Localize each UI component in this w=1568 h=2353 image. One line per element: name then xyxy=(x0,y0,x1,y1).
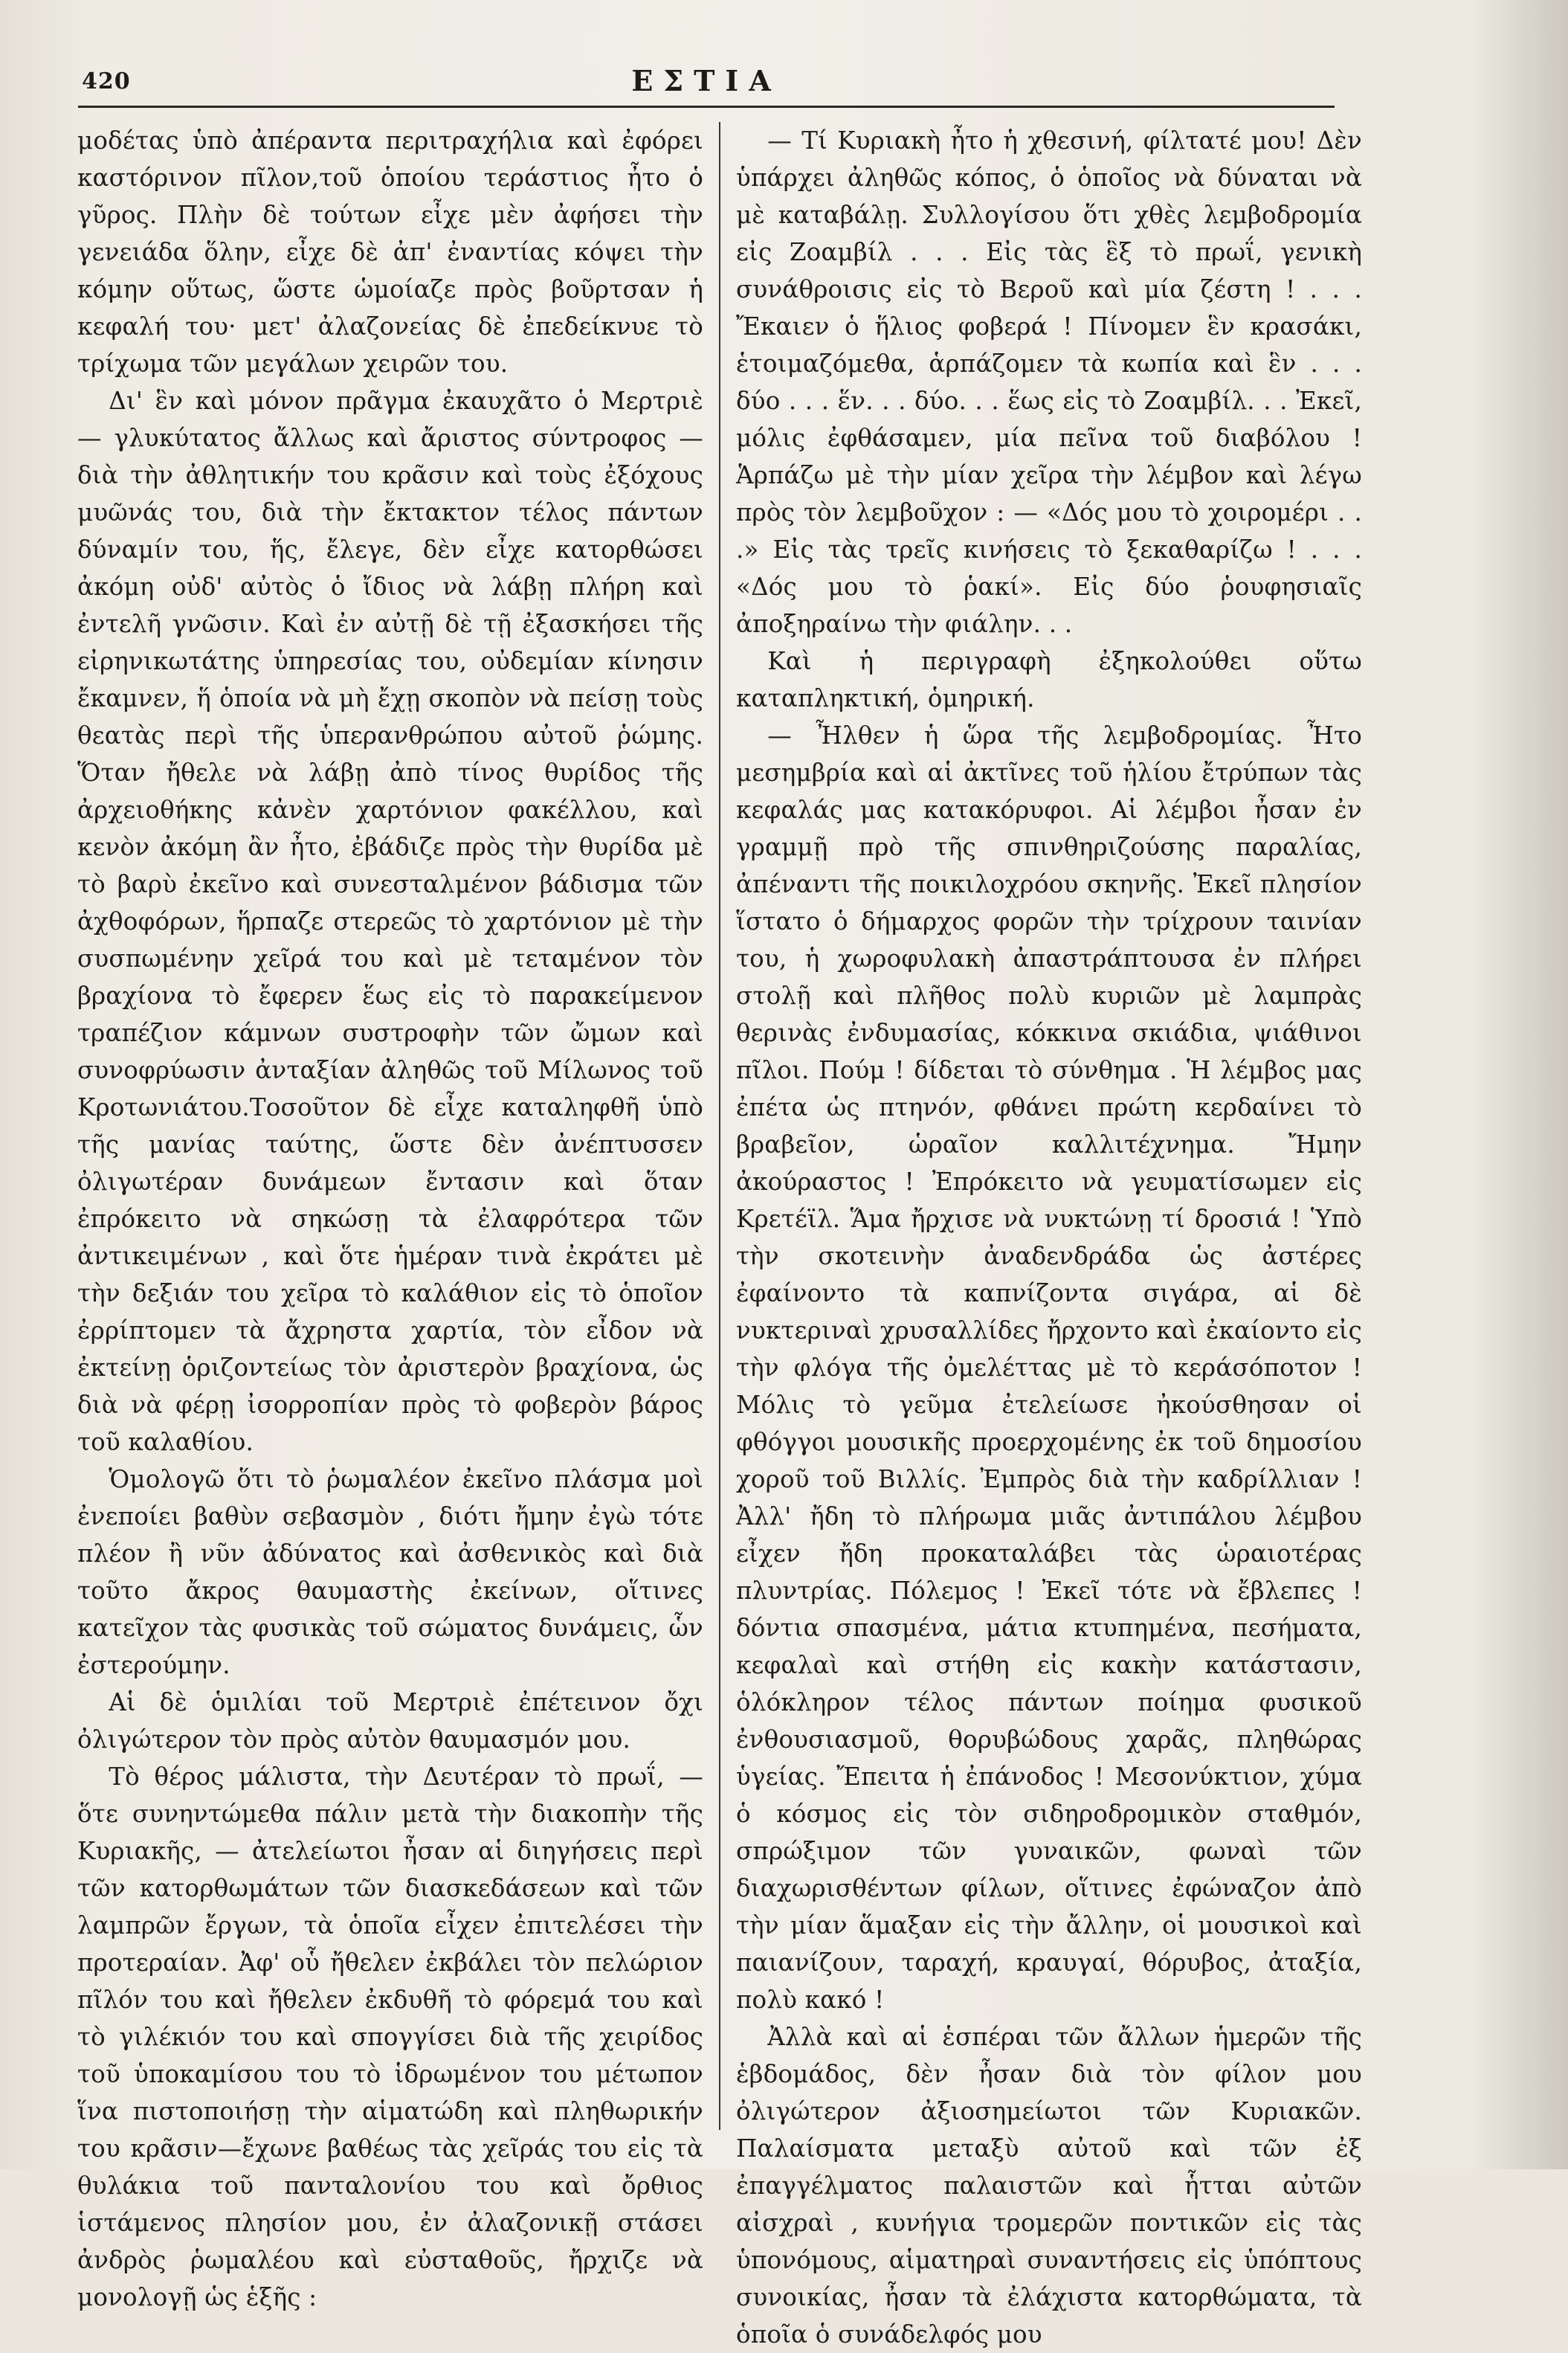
column-divider xyxy=(719,122,720,2130)
paragraph: Τὸ θέρος μάλιστα, τὴν Δευτέραν τὸ πρωΐ, — ὅτε συνηντώμεθα πάλιν μετὰ τὴν διακοπὴν τῆς Κυριακῆς, — ἀτελείωτοι ἦσαν αἱ διηγήσεις περὶ τῶν κατορθωμάτων τῶν διασκεδάσεων καὶ τῶν λαμπρῶν ἔργων, τὰ ὁποῖα εἶχεν ἐπιτελέσει τὴν προτεραίαν. Ἀφ' οὗ ἤθελεν ἐκβάλει τὸν πελώριον πῖλόν του καὶ ἤθελεν ἐκδυθῆ τὸ φόρεμά του καὶ τὸ γιλέκιόν του καὶ σπογγίσει διὰ τῆς χειρίδος τοῦ ὑποκαμίσου του τὸ ἱδρωμένον του μέτωπον ἵνα πιστοποιήσῃ τὴν αἱματώδη καὶ πληθωρικήν του κρᾶσιν—ἔχωνε βαθέως τὰς χεῖράς του εἰς τὰ θυλάκια τοῦ πανταλονίου του καὶ ὄρθιος ἱστάμενος πλησίον μου, ἐν ἀλαζονικῇ στάσει ἀνδρὸς ῥωμαλέου καὶ εὐσταθοῦς, ἤρχιζε νὰ μονολογῇ ὡς ἑξῆς : xyxy=(77,1763,703,2311)
paragraph: Ὁμολογῶ ὅτι τὸ ῥωμαλέον ἐκεῖνο πλάσμα μοὶ ἐνεποίει βαθὺν σεβασμὸν , διότι ἤμην ἐγὼ τότε πλέον ἢ νῦν ἀδύνατος καὶ ἀσθενικὸς καὶ διὰ τοῦτο ἄκρος θαυμαστὴς ἐκείνων, οἵτινες κατεῖχον τὰς φυσικὰς τοῦ σώματος δυνάμεις, ὧν ἐστερούμην. xyxy=(77,1465,703,1679)
journal-title: ΕΣΤΙΑ xyxy=(631,64,781,97)
paragraph: — Ἦλθεν ἡ ὥρα τῆς λεμβοδρομίας. Ἦτο μεσημβρία καὶ αἱ ἀκτῖνες τοῦ ἡλίου ἔτρύπων τὰς κεφαλάς μας κατακόρυφοι. Αἱ λέμβοι ἦσαν ἐν γραμμῇ πρὸ τῆς σπινθηριζούσης παραλίας, ἀπέναντι τῆς ποικιλοχρόου σκηνῆς. Ἐκεῖ πλησίον ἵστατο ὁ δήμαρχος φορῶν τὴν τρίχρουν ταινίαν του, ἡ χωροφυλακὴ ἀπαστράπτουσα ἐν πλήρει στολῇ καὶ πλῆθος πολὺ κυριῶν μὲ λαμπρὰς θερινὰς ἐνδυμασίας, κόκκινα σκιάδια, ψιάθινοι πῖλοι. Πούμ ! δίδεται τὸ σύνθημα . Ἡ λέμβος μας ἐπέτα ὡς πτηνόν, φθάνει πρώτη κερδαίνει τὸ βραβεῖον, ὡραῖον καλλιτέχνημα. Ἤμην ἀκούραστος ! Ἐπρόκειτο νὰ γευματίσωμεν εἰς Κρετέϊλ. Ἅμα ἤρχισε νὰ νυκτώνῃ τί δροσιά ! Ὑπὸ τὴν σκοτεινὴν ἀναδενδράδα ὡς ἀστέρες ἐφαίνοντο τὰ καπνίζοντα σιγάρα, αἱ δὲ νυκτεριναὶ χρυσαλλίδες ἤρχοντο καὶ ἐκαίοντο εἰς τὴν φλόγα τῆς ὀμελέττας μὲ τὸ κεράσόποτον ! Μόλις τὸ γεῦμα ἐτελείωσε ἠκούσθησαν οἱ φθόγγοι μουσικῆς προερχομένης ἐκ τοῦ δημοσίου χοροῦ τοῦ Βιλλίς. Ἐμπρὸς διὰ τὴν καδρίλλιαν ! Ἀλλ' ἤδη τὸ πλήρωμα μιᾶς ἀντιπάλου λέμβου εἶχεν ἤδη προκαταλάβει τὰς ὡραιοτέρας πλυντρίας. Πόλεμος ! Ἐκεῖ τότε νὰ ἔβλεπες ! δόντια σπασμένα, μάτια κτυπημένα, πεσήματα, κεφαλαὶ καὶ στήθη εἰς κακὴν κατάστασιν, ὁλόκληρον τέλος πάντων ποίημα φυσικοῦ ἐνθουσιασμοῦ, θορυβώδους χαρᾶς, πληθώρας ὑγείας. Ἔπειτα ἡ ἐπάνοδος ! Μεσονύκτιον, χύμα ὁ κόσμος εἰς τὸν σιδηροδρομικὸν σταθμόν, σπρώξιμον τῶν γυναικῶν, φωναὶ τῶν διαχωρισθέντων φίλων, οἵτινες ἐφώναζον ἀπὸ τὴν μίαν ἅμαξαν εἰς τὴν ἄλλην, οἱ μουσικοὶ καὶ παιανίζουν, ταραχή, κραυγαί, θόρυβος, ἀταξία, πολὺ κακό ! xyxy=(736,721,1362,2014)
paragraph: Καὶ ἡ περιγραφὴ ἐξηκολούθει οὕτω καταπληκτική, ὁμηρική. xyxy=(736,647,1362,712)
page-number: 420 xyxy=(82,68,131,94)
paragraph: Δι' ἓν καὶ μόνον πρᾶγμα ἐκαυχᾶτο ὁ Μερτριὲ — γλυκύτατος ἄλλως καὶ ἄριστος σύντροφος — διὰ τὴν ἀθλητικήν του κρᾶσιν καὶ τοὺς ἐξόχους μυῶνάς του, διὰ τὴν ἔκτακτον τέλος πάντων δύναμίν του, ἥς, ἔλεγε, δὲν εἶχε κατορθώσει ἀκόμη οὐδ' αὐτὸς ὁ ἴδιος νὰ λάβῃ πλήρη καὶ ἐντελῆ γνῶσιν. Καὶ ἐν αὐτῇ δὲ τῇ ἐξασκήσει τῆς εἰρηνικωτάτης ὑπηρεσίας του, οὐδεμίαν κίνησιν ἔκαμνεν, ἥ ὁποία νὰ μὴ ἔχῃ σκοπὸν νὰ πείσῃ τοὺς θεατὰς περὶ τῆς ὑπερανθρώπου αὐτοῦ ῥώμης. Ὅταν ἤθελε νὰ λάβῃ ἀπὸ τίνος θυρίδος τῆς ἀρχειοθήκης κἀνὲν χαρτόνιον φακέλλου, καὶ κενὸν ἀκόμη ἂν ἦτο, ἐβάδιζε πρὸς τὴν θυρίδα μὲ τὸ βαρὺ ἐκεῖνο καὶ συνεσταλμένον βάδισμα τῶν ἀχθοφόρων, ἥρπαζε στερεῶς τὸ χαρτόνιον μὲ τὴν συσπωμένην χεῖρά του καὶ μὲ τεταμένον τὸν βραχίονα τὸ ἔφερεν ἕως εἰς τὸ παρακείμενον τραπέζιον κάμνων συστροφὴν τῶν ὤμων καὶ συνοφρύωσιν ἀνταξίαν ἀληθῶς τοῦ Μίλωνος τοῦ Κροτωνιάτου.Τοσοῦτον δὲ εἶχε καταληφθῆ ὑπὸ τῆς μανίας ταύτης, ὥστε δὲν ἀνέπτυσσεν ὀλιγωτέραν δυνάμεων ἔντασιν καὶ ὅταν ἐπρόκειτο νὰ σηκώσῃ τὰ ἐλαφρότερα τῶν ἀντικειμένων , καὶ ὅτε ἡμέραν τινὰ ἐκράτει μὲ τὴν δεξιάν του χεῖρα τὸ καλάθιον εἰς τὸ ὁποῖον ἐρρίπτομεν τὰ ἄχρηστα χαρτία, τὸν εἶδον νὰ ἐκτείνῃ ὁριζοντείως τὸν ἀριστερὸν βραχίονα, ὡς διὰ νὰ φέρῃ ἰσορροπίαν πρὸς τὸ φοβερὸν βάρος τοῦ καλαθίου. xyxy=(77,387,703,1456)
running-head xyxy=(82,61,1331,106)
page-edge-shadow xyxy=(1471,0,1568,2169)
paragraph: μοδέτας ὑπὸ ἀπέραντα περιτραχήλια καὶ ἐφόρει καστόρινον πῖλον,τοῦ ὁποίου τεράστιος ἦτο ὁ γῦρος. Πλὴν δὲ τούτων εἶχε μὲν ἀφήσει τὴν γενειάδα ὅλην, εἶχε δὲ ἀπ' ἐναντίας κόψει τὴν κόμην οὕτως, ὥστε ὡμοίαζε πρὸς βοῦρτσαν ἡ κεφαλή του· μετ' ἀλαζονείας δὲ ἐπεδείκνυε τὸ τρίχωμα τῶν μεγάλων χειρῶν του. xyxy=(77,126,703,378)
right-column xyxy=(736,122,1362,2349)
paragraph: Ἀλλὰ καὶ αἱ ἑσπέραι τῶν ἄλλων ἡμερῶν τῆς ἑβδομάδος, δὲν ἦσαν διὰ τὸν φίλον μου ὀλιγώτερον ἀξιοσημείωτοι τῶν Κυριακῶν. Παλαίσματα μεταξὺ αὐτοῦ καὶ τῶν ἐξ ἐπαγγέλματος παλαιστῶν καὶ ἧτται αὐτῶν αἰσχραὶ , κυνήγια τρομερῶν ποντικῶν εἰς τὰς ὑπονόμους, αἱματηραὶ συναντήσεις εἰς ὑπόπτους συνοικίας, ἦσαν τὰ ἐλάχιστα κατορθώματα, τὰ ὁποῖα ὁ συνάδελφός μου xyxy=(736,2023,1362,2349)
left-column xyxy=(77,122,703,2311)
header-rule xyxy=(78,106,1335,108)
paragraph: — Τί Κυριακὴ ἦτο ἡ χθεσινή, φίλτατέ μου! Δὲν ὑπάρχει ἀληθῶς κόπος, ὁ ὁποῖος νὰ δύναται νὰ μὲ καταβάλῃ. Συλλογίσου ὅτι χθὲς λεμβοδρομία εἰς Ζοαμβίλ . . . Εἰς τὰς ἓξ τὸ πρωΐ, γενικὴ συνάθροισις εἰς τὸ Βεροῦ καὶ μία ζέστη ! . . . Ἔκαιεν ὁ ἥλιος φοβερά ! Πίνομεν ἓν κρασάκι, ἑτοιμαζόμεθα, ἁρπάζομεν τὰ κωπία καὶ ἓν . . . δύο . . . ἕν. . . δύο. . . ἕως εἰς τὸ Ζοαμβίλ. . . Ἐκεῖ, μόλις ἐφθάσαμεν, μία πεῖνα τοῦ διαβόλου ! Ἁρπάζω μὲ τὴν μίαν χεῖρα τὴν λέμβον καὶ λέγω πρὸς τὸν λεμβοῦχον : — «Δός μου τὸ χοιρομέρι . . .» Εἰς τὰς τρεῖς κινήσεις τὸ ξεκαθαρίζω ! . . . «Δός μου τὸ ῥακί». Εἰς δύο ῥουφησιαῖς ἀποξηραίνω τὴν φιάλην. . . xyxy=(736,126,1362,638)
paragraph: Αἱ δὲ ὁμιλίαι τοῦ Μερτριὲ ἐπέτεινον ὄχι ὀλιγώτερον τὸν πρὸς αὐτὸν θαυμασμόν μου. xyxy=(77,1688,703,1754)
